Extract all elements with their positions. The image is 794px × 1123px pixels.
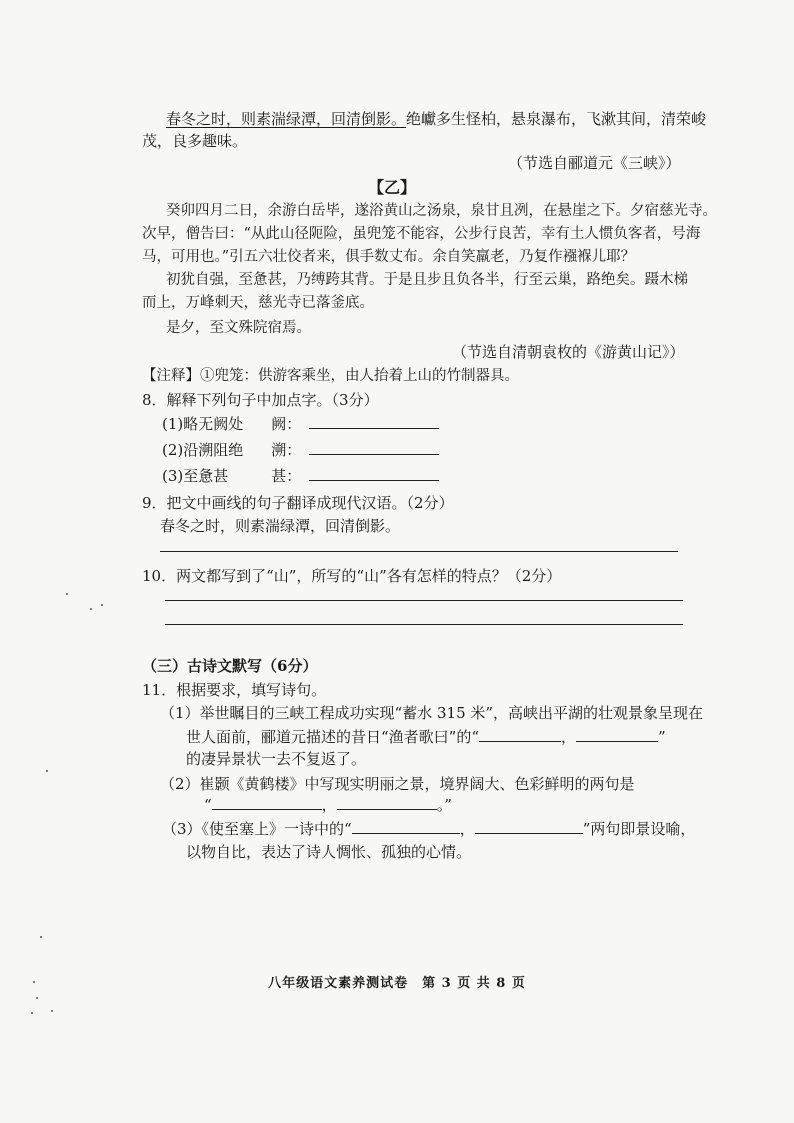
scan-speck xyxy=(66,593,68,595)
yi-paragraph-3: 马，可用也。”引五六壮佼者来，俱手数丈布。余自笑羸老，乃复作襁褓儿耶？ xyxy=(142,249,636,265)
q11-item-2-close-quote: 。” xyxy=(436,796,452,814)
jia-source: （节选自郦道元《三峡》） xyxy=(508,154,681,172)
q8-item-3-answer-blank[interactable] xyxy=(309,466,439,481)
jia-line-1-rest: 绝巘多生怪柏，悬泉瀑布，飞漱其间，清荣峻 xyxy=(406,110,707,128)
jia-line-2: 茂，良多趣味。 xyxy=(142,132,248,150)
q11-item-2-blank-1[interactable] xyxy=(212,795,322,810)
yi-paragraph-2: 次早，僧告曰：“从此山径阨险，虽兜笼不能容，公步行良苦，幸有土人惯负客者，号海 xyxy=(142,226,701,242)
yi-source: （节选自清朝袁枚的《游黄山记》） xyxy=(452,343,685,361)
q8-item-2-char: 溯： xyxy=(271,441,302,459)
scan-speck xyxy=(46,770,48,772)
q11-item-2-blank-2[interactable] xyxy=(337,795,437,810)
scan-speck xyxy=(33,981,35,983)
q8-item-1-label: (1)略无阙处 xyxy=(162,415,244,433)
q8-item-2 xyxy=(162,440,439,460)
q11-item-2-line-1: （2）崔颢《黄鹤楼》中写现实明丽之景，境界阔大、色彩鲜明的两句是 xyxy=(160,775,635,793)
scan-speck xyxy=(101,604,103,606)
q11-item-1-blank-2[interactable] xyxy=(576,727,658,742)
q8-item-1 xyxy=(162,414,439,434)
q11-item-3-text-a: （3）《使至塞上》一诗中的“ xyxy=(162,820,352,838)
scan-speck xyxy=(51,1010,53,1012)
q8-item-3 xyxy=(162,466,439,486)
yi-paragraph-6: 是夕，至文殊院宿焉。 xyxy=(166,320,311,336)
q9-sentence: 春冬之时，则素湍绿潭，回清倒影。 xyxy=(160,517,401,535)
q11-item-1-line-1: （1）举世瞩目的三峡工程成功实现“蓄水 315 米”，高峡出平湖的壮观景象呈现在 xyxy=(160,704,704,722)
q11-item-1-blank-1[interactable] xyxy=(479,727,561,742)
q11-item-1-line-3: 的凄异景状一去不复返了。 xyxy=(186,750,367,768)
scan-speck xyxy=(31,1012,33,1014)
q11-item-2-open-quote: “ xyxy=(204,796,212,814)
q8-item-2-answer-blank[interactable] xyxy=(309,440,439,455)
q11-item-3-blank-1[interactable] xyxy=(352,819,460,834)
yi-paragraph-4: 初犹自强，至惫甚，乃缚跨其背。于是且步且负各半，行至云巢，路绝矣。蹑木梯 xyxy=(166,272,688,288)
yi-paragraph-1: 癸卯四月二日，余游白岳毕，遂浴黄山之汤泉，泉甘且冽，在悬崖之下。夕宿慈光寺。 xyxy=(166,203,717,219)
q11-item-3-line-2: 以物自比，表达了诗人惆怅、孤独的心情。 xyxy=(186,843,472,861)
q11-item-1-text-a: 世人面前，郦道元描述的昔日“渔者歌曰”的“ xyxy=(186,728,480,746)
q9-stem: 9．把文中画线的句子翻译成现代汉语。（2分） xyxy=(142,494,454,512)
annotation-note: 【注释】①兜笼：供游客乘坐，由人抬着上山的竹制器具。 xyxy=(142,368,519,384)
q11-item-3-comma: ， xyxy=(459,820,475,838)
q11-item-2-comma: ， xyxy=(321,796,337,814)
q11-item-1-comma: ， xyxy=(561,728,577,746)
q8-item-1-char: 阙： xyxy=(271,415,302,433)
jia-underlined-sentence: 春冬之时，则素湍绿潭，回清倒影。 xyxy=(166,110,407,128)
q10-answer-line-2[interactable] xyxy=(165,624,683,625)
scan-speck xyxy=(36,997,38,999)
q11-item-3-text-b: ”两句即景设喻， xyxy=(582,820,696,838)
scan-speck xyxy=(90,608,92,610)
page-footer: 八年级语文素养测试卷 第 3 页 共 8 页 xyxy=(268,976,526,991)
q11-item-3-line-1 xyxy=(162,819,695,839)
q9-answer-line[interactable] xyxy=(160,551,678,552)
q8-item-3-char: 甚： xyxy=(271,467,302,485)
q11-item-1-close-quote: ” xyxy=(658,728,666,746)
yi-heading: 【乙】 xyxy=(368,178,417,197)
q8-item-2-label: (2)沿溯阻绝 xyxy=(162,441,244,459)
q11-item-2-line-2 xyxy=(204,795,452,815)
q8-item-3-label: (3)至惫甚 xyxy=(162,467,229,485)
q8-stem: 8．解释下列句子中加点字。（3分） xyxy=(142,391,379,409)
q11-stem: 11．根据要求，填写诗句。 xyxy=(142,681,327,699)
q11-item-1-line-2 xyxy=(186,727,666,747)
q11-item-3-blank-2[interactable] xyxy=(475,819,583,834)
scan-speck xyxy=(40,936,42,938)
yi-paragraph-5: 而上，万峰刺天，慈光寺已落釜底。 xyxy=(142,295,374,311)
q10-stem: 10．两文都写到了“山”，所写的“山”各有怎样的特点？（2分） xyxy=(142,567,562,585)
section-3-heading: （三）古诗文默写（6分） xyxy=(142,657,318,675)
q8-item-1-answer-blank[interactable] xyxy=(309,414,439,429)
q10-answer-line-1[interactable] xyxy=(165,600,683,601)
jia-line-1 xyxy=(166,109,706,129)
